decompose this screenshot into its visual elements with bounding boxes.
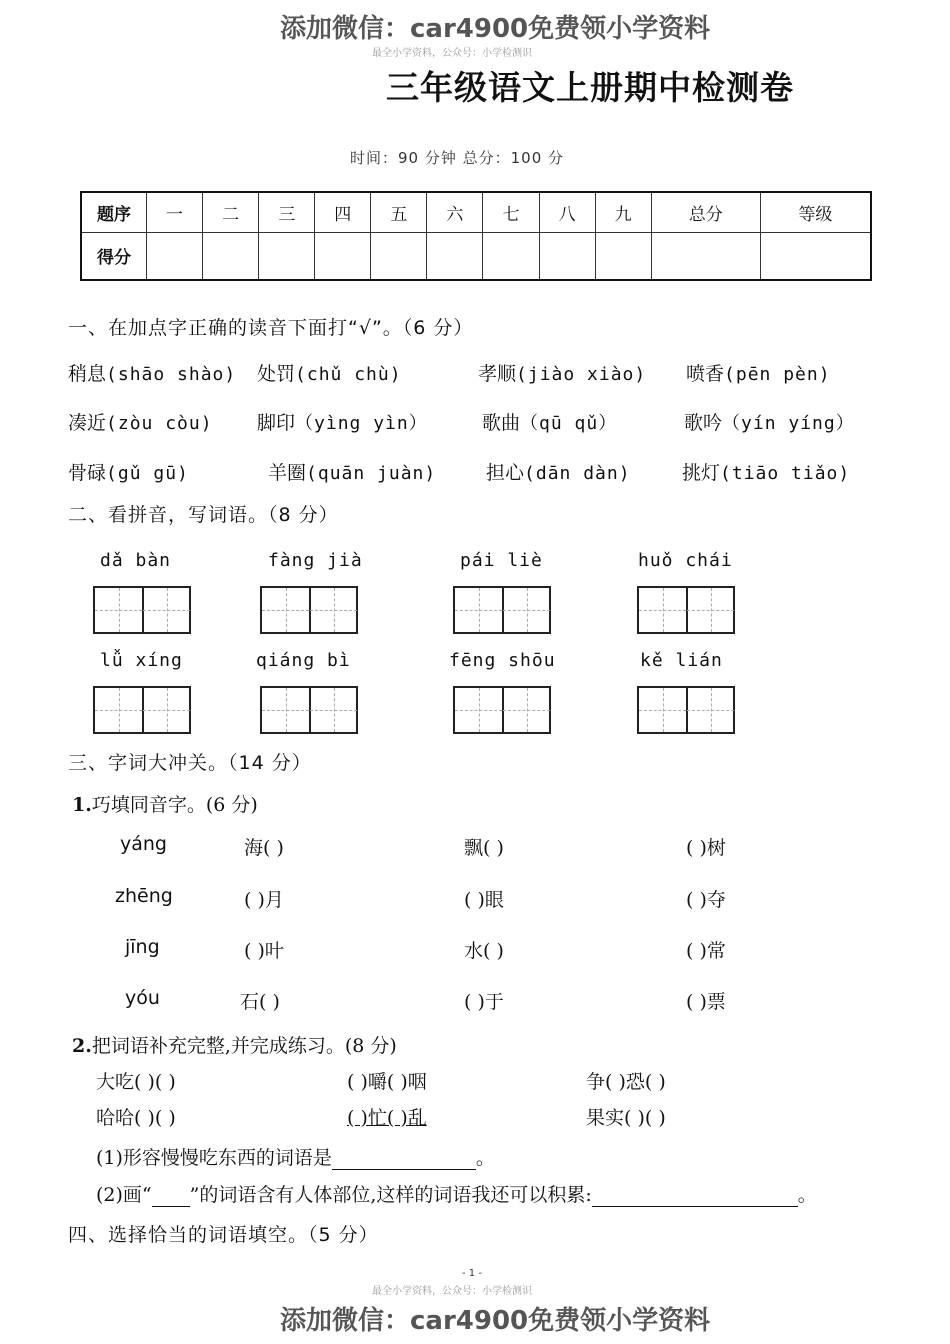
homophone-blank[interactable]: ( )叶 xyxy=(244,940,284,962)
section1-item xyxy=(68,458,189,485)
pinyin-label: lǚ xíng xyxy=(100,650,183,671)
score-header-cell: 五 xyxy=(371,192,427,232)
score-cell[interactable] xyxy=(595,232,651,280)
score-header-cell: 总分 xyxy=(651,192,760,232)
page-number: - 1 - xyxy=(462,1268,482,1279)
item-pinyin[interactable]: （qū qǔ） xyxy=(520,413,618,434)
subquestion-2 xyxy=(96,1180,817,1207)
score-header-cell: 九 xyxy=(595,192,651,232)
answer-line[interactable] xyxy=(592,1188,798,1207)
homophone-blank[interactable]: ( )常 xyxy=(686,940,726,962)
answer-line[interactable] xyxy=(332,1151,476,1170)
writing-grid[interactable] xyxy=(93,586,191,634)
item-word: 处罚 xyxy=(257,363,296,385)
score-cell[interactable] xyxy=(483,232,539,280)
question1-title xyxy=(72,790,258,817)
score-cell[interactable] xyxy=(760,232,871,280)
score-cell[interactable] xyxy=(315,232,371,280)
homophone-pinyin: zhēng xyxy=(115,885,173,907)
pinyin-label: kě lián xyxy=(640,650,723,671)
homophone-pinyin: yóu xyxy=(125,987,160,1009)
item-pinyin[interactable]: (tiāo tiǎo) xyxy=(720,463,851,484)
score-cell[interactable] xyxy=(427,232,483,280)
score-cell[interactable] xyxy=(203,232,259,280)
homophone-blank[interactable]: ( )树 xyxy=(686,837,726,859)
idiom-blank[interactable]: ( )嚼( )咽 xyxy=(347,1071,427,1093)
item-word: 孝顺 xyxy=(478,363,517,385)
pinyin-label: qiáng bì xyxy=(256,650,351,671)
item-word: 骨碌 xyxy=(68,462,107,484)
item-word: 挑灯 xyxy=(682,462,721,484)
section3-title: 三、字词大冲关。（14 分） xyxy=(68,752,312,774)
writing-grid[interactable] xyxy=(453,686,551,734)
score-header-cell: 七 xyxy=(483,192,539,232)
idiom-blank-underlined[interactable]: ( )忙( )乱 xyxy=(347,1107,427,1129)
homophone-pinyin: yáng xyxy=(120,833,167,855)
item-word: 担心 xyxy=(486,462,525,484)
item-pinyin[interactable]: (gǔ gū) xyxy=(106,463,189,484)
underline-sample xyxy=(152,1188,190,1207)
exam-info: 时间：90 分钟 总分：100 分 xyxy=(350,149,565,167)
idiom-blank[interactable]: 哈哈( )( ) xyxy=(96,1107,176,1129)
page-title: 三年级语文上册期中检测卷 xyxy=(386,68,794,107)
subquestion-end: 。 xyxy=(797,1184,817,1206)
watermark-bottom: 添加微信：car4900免费领小学资料 xyxy=(280,1306,711,1336)
section1-item xyxy=(686,359,831,386)
homophone-blank[interactable]: 石( ) xyxy=(240,991,280,1013)
homophone-pinyin: jīng xyxy=(125,936,160,958)
item-word: 脚印 xyxy=(257,412,296,434)
score-header-cell: 题序 xyxy=(81,192,147,232)
header-small-text: 最全小学资料，公众号：小学检测识 xyxy=(372,48,532,59)
homophone-blank[interactable]: 海( ) xyxy=(244,837,284,859)
section4-title: 四、选择恰当的词语填空。（5 分） xyxy=(68,1224,379,1246)
pinyin-label: huǒ chái xyxy=(638,550,733,571)
score-cell[interactable] xyxy=(259,232,315,280)
section1-item xyxy=(482,408,617,435)
question-text: 把词语补充完整,并完成练习。(8 分) xyxy=(91,1035,397,1057)
score-header-cell: 四 xyxy=(315,192,371,232)
homophone-blank[interactable]: 飘( ) xyxy=(464,837,504,859)
section1-item xyxy=(486,458,631,485)
item-pinyin[interactable]: (zòu còu) xyxy=(106,413,213,434)
score-table xyxy=(80,191,872,281)
score-header-cell: 三 xyxy=(259,192,315,232)
watermark-top: 添加微信：car4900免费领小学资料 xyxy=(280,14,711,44)
subquestion-text-middle: ”的词语含有人体部位,这样的词语我还可以积累: xyxy=(189,1184,592,1206)
writing-grid[interactable] xyxy=(260,586,358,634)
subquestion-1 xyxy=(96,1143,495,1170)
score-table-score-row xyxy=(81,232,871,280)
section1-item xyxy=(478,359,646,386)
section1-item xyxy=(268,458,436,485)
section1-item xyxy=(682,458,850,485)
item-word: 喷香 xyxy=(686,363,725,385)
section1-item xyxy=(257,359,402,386)
pinyin-label: pái liè xyxy=(460,550,543,571)
homophone-blank[interactable]: ( )于 xyxy=(464,991,504,1013)
homophone-blank[interactable]: ( )票 xyxy=(686,991,726,1013)
score-table-header-row xyxy=(81,192,871,232)
score-cell[interactable] xyxy=(651,232,760,280)
idiom-blank[interactable]: 果实( )( ) xyxy=(586,1107,666,1129)
writing-grid[interactable] xyxy=(637,586,735,634)
score-header-cell: 等级 xyxy=(760,192,871,232)
homophone-blank[interactable]: ( )月 xyxy=(244,889,284,911)
question-number: 2. xyxy=(72,1035,92,1057)
item-pinyin[interactable]: （yín yíng） xyxy=(722,413,855,434)
pinyin-label: fēng shōu xyxy=(449,650,556,671)
section1-item xyxy=(684,408,855,435)
subquestion-text: (2)画“ xyxy=(96,1184,152,1206)
homophone-blank[interactable]: ( )眼 xyxy=(464,889,504,911)
section1-title: 一、在加点字正确的读音下面打“√”。（6 分） xyxy=(68,317,474,339)
item-pinyin[interactable]: (shāo shào) xyxy=(106,364,237,385)
writing-grid[interactable] xyxy=(260,686,358,734)
item-pinyin[interactable]: (pēn pèn) xyxy=(724,364,831,385)
item-word: 稍息 xyxy=(68,363,107,385)
pinyin-label: fàng jià xyxy=(268,550,363,571)
section1-item xyxy=(257,408,428,435)
score-header-cell: 八 xyxy=(539,192,595,232)
section1-item xyxy=(68,359,236,386)
item-pinyin[interactable]: (chǔ chù) xyxy=(295,364,402,385)
idiom-blank[interactable]: 大吃( )( ) xyxy=(96,1071,176,1093)
footer-small-text: 最全小学资料，公众号：小学检测识 xyxy=(372,1286,532,1297)
item-pinyin[interactable]: （yìng yìn） xyxy=(295,413,428,434)
item-word: 歌吟 xyxy=(684,412,723,434)
item-word: 羊圈 xyxy=(268,462,307,484)
subquestion-text: (1)形容慢慢吃东西的词语是 xyxy=(96,1147,332,1169)
homophone-blank[interactable]: ( )夺 xyxy=(686,889,726,911)
section1-item xyxy=(68,408,213,435)
section2-title: 二、看拼音，写词语。（8 分） xyxy=(68,504,339,526)
score-row-label: 得分 xyxy=(81,232,147,280)
question-text: 巧填同音字。(6 分) xyxy=(91,794,258,816)
score-header-cell: 二 xyxy=(203,192,259,232)
writing-grid[interactable] xyxy=(453,586,551,634)
score-header-cell: 六 xyxy=(427,192,483,232)
homophone-blank[interactable]: 水( ) xyxy=(464,940,504,962)
item-pinyin[interactable]: (quān juàn) xyxy=(306,463,437,484)
writing-grid[interactable] xyxy=(93,686,191,734)
question-number: 1. xyxy=(72,794,92,816)
score-header-cell: 一 xyxy=(147,192,203,232)
subquestion-end: 。 xyxy=(475,1147,495,1169)
question2-title xyxy=(72,1031,397,1058)
item-pinyin[interactable]: (jiào xiào) xyxy=(516,364,647,385)
score-cell[interactable] xyxy=(371,232,427,280)
item-pinyin[interactable]: (dān dàn) xyxy=(524,463,631,484)
score-cell[interactable] xyxy=(147,232,203,280)
item-word: 歌曲 xyxy=(482,412,521,434)
item-word: 凑近 xyxy=(68,412,107,434)
pinyin-label: dǎ bàn xyxy=(100,550,172,571)
score-cell[interactable] xyxy=(539,232,595,280)
idiom-blank[interactable]: 争( )恐( ) xyxy=(586,1071,666,1093)
writing-grid[interactable] xyxy=(637,686,735,734)
